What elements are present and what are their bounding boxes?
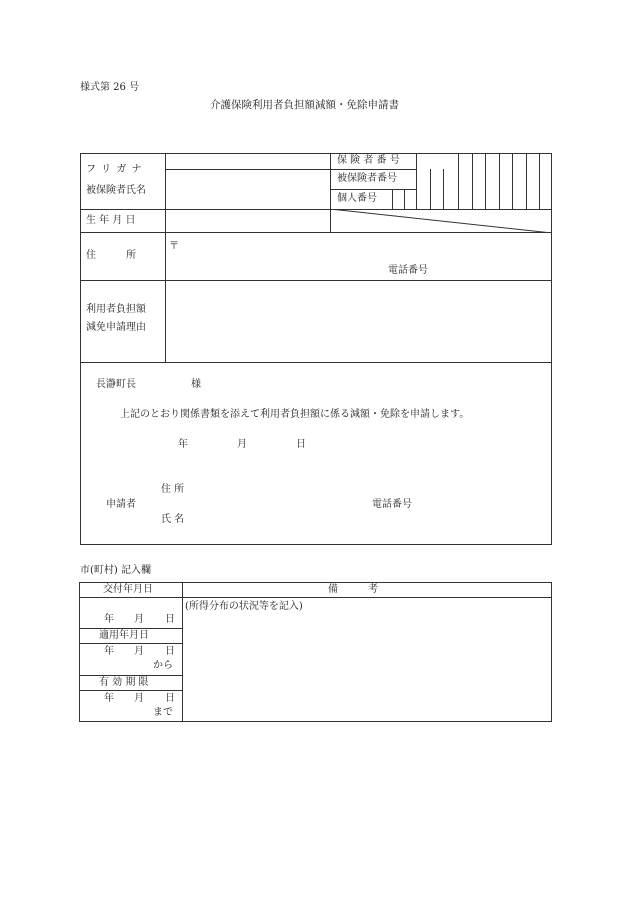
reason-label-line1: 利用者負担額 <box>86 304 146 315</box>
from-label: から <box>153 660 173 671</box>
date-year: 年 <box>178 439 188 450</box>
birth-date-label: 生 年 月 日 <box>86 215 136 226</box>
application-statement: 上記のとおり関係書類を添えて利用者負担額に係る減額・免除を申請します。 <box>120 409 470 420</box>
furigana-label: フ リ ガ ナ <box>86 164 143 175</box>
municipal-header-bottom <box>79 597 552 598</box>
applicant-name-label: 氏 名 <box>161 514 185 525</box>
number-label-right <box>416 153 417 209</box>
honorific: 様 <box>191 379 201 390</box>
validity-year: 年 <box>104 693 114 704</box>
phone-label: 電話番号 <box>388 265 428 276</box>
issue-month: 月 <box>134 614 144 625</box>
apply-year: 年 <box>104 646 114 657</box>
postal-mark: 〒 <box>169 241 179 252</box>
applicant-phone-label: 電話番号 <box>372 499 412 510</box>
addressee: 長瀞町長 <box>96 379 136 390</box>
blank-diagonal <box>330 209 552 233</box>
issue-date-header: 交付年月日 <box>103 584 153 595</box>
date-day: 日 <box>296 439 306 450</box>
validity-label: 有 効 期 限 <box>99 677 149 688</box>
remarks-note: (所得分布の状況等を記入) <box>185 601 303 612</box>
reason-row-bottom <box>80 362 552 363</box>
label-column-divider <box>165 153 166 362</box>
reason-label-line2: 減免申請理由 <box>86 322 146 333</box>
insured-name-label: 被保険者氏名 <box>86 185 146 196</box>
furigana-divider <box>165 169 330 170</box>
address-label: 住 所 <box>86 250 136 261</box>
personal-number-label-right <box>392 189 393 209</box>
form-number: 様式第 26 号 <box>80 82 140 93</box>
form-title: 介護保険利用者負担額減額・免除申請書 <box>210 99 399 111</box>
apply-day: 日 <box>165 646 175 657</box>
apply-date-label: 適用年月日 <box>99 630 149 641</box>
address-row-bottom <box>80 280 552 281</box>
municipal-column-divider <box>182 582 183 722</box>
applicant-label: 申請者 <box>106 499 136 510</box>
issue-year: 年 <box>104 614 114 625</box>
number-row-divider-1 <box>330 169 416 170</box>
applicant-address-label: 住 所 <box>161 484 185 495</box>
apply-month: 月 <box>134 646 144 657</box>
municipal-heading: 市(町村) 記入欄 <box>80 565 151 576</box>
date-month: 月 <box>237 439 247 450</box>
validity-day: 日 <box>165 693 175 704</box>
municipal-table-border <box>79 582 552 722</box>
until-label: まで <box>153 707 173 718</box>
insured-number-label: 被保険者番号 <box>337 173 397 184</box>
personal-number-label: 個人番号 <box>337 193 377 204</box>
validity-month: 月 <box>134 693 144 704</box>
insurer-number-label: 保 険 者 番 号 <box>337 155 400 166</box>
remarks-header: 備 考 <box>328 584 378 595</box>
issue-day: 日 <box>165 614 175 625</box>
